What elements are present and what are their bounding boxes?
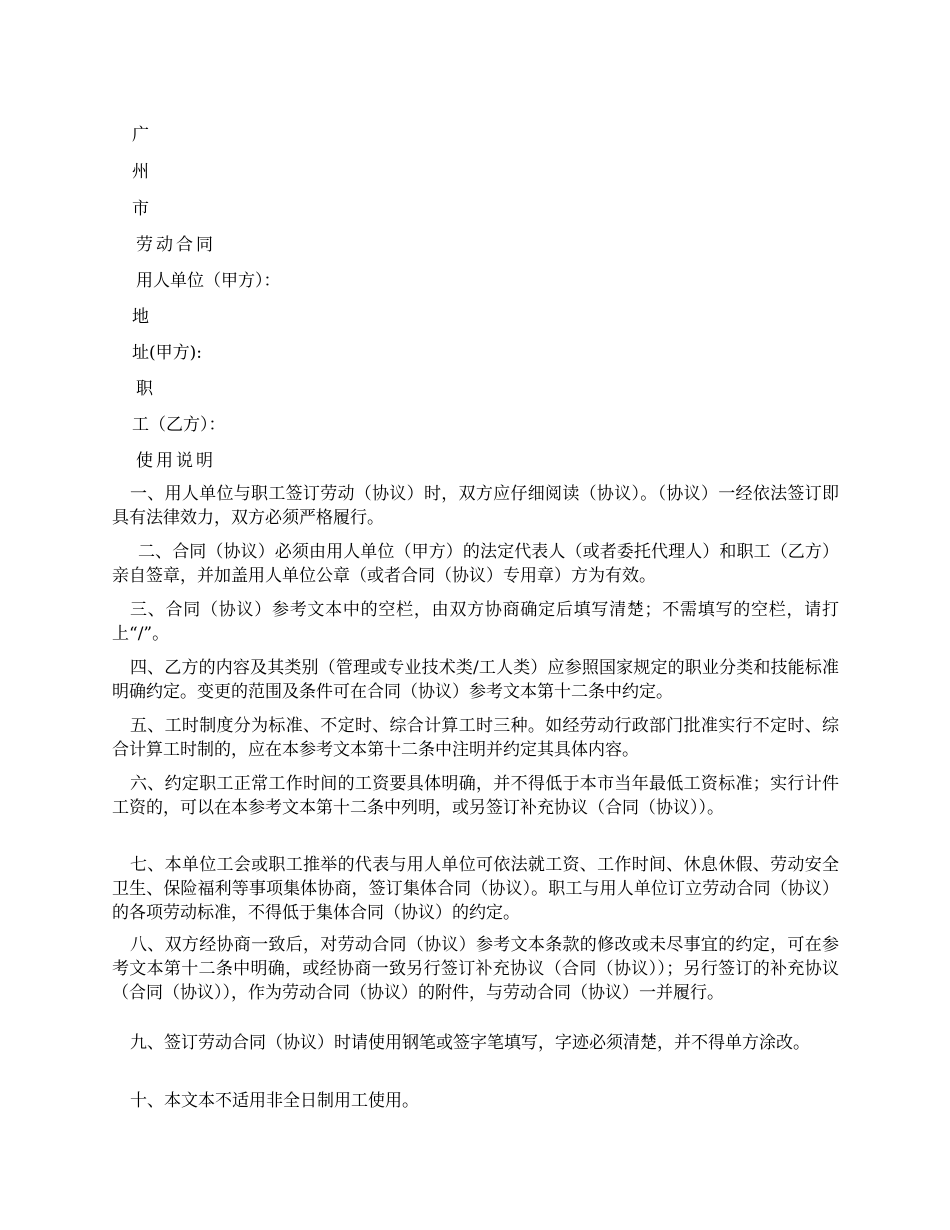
city-char-3: 市 <box>132 199 149 219</box>
contract-title: 劳动合同 <box>136 235 216 255</box>
instruction-item-10: 十、本文本不适用非全日制用工使用。 <box>130 1091 419 1111</box>
address-label-part-1: 地 <box>132 307 149 327</box>
city-char-1: 广 <box>132 125 149 145</box>
city-char-2: 州 <box>132 162 149 182</box>
instruction-item-7: 七、本单位工会或职工推举的代表与用人单位可依法就工资、工作时间、休息休假、劳动安全卫生、保险福利等事项集体协商，签订集体合同（协议）。职工与用人单位订立劳动合同（协议）的各项劳动标准，不得低于集体合同（协议）的约定。 <box>112 855 839 923</box>
address-label-part-2: 址(甲方): <box>132 343 202 363</box>
instruction-item-2: 二、合同（协议）必须由用人单位（甲方）的法定代表人（或者委托代理人）和职工（乙方）亲自签章，并加盖用人单位公章（或者合同（协议）专用章）方为有效。 <box>112 542 839 586</box>
instruction-item-8: 八、双方经协商一致后，对劳动合同（协议）参考文本条款的修改或未尽事宜的约定，可在参考文本第十二条中明确，或经协商一致另行签订补充协议（合同（协议））；另行签订的补充协议（合同（协议）），作为劳动合同（协议）的附件，与劳动合同（协议）一并履行。 <box>112 935 839 1003</box>
instruction-item-9: 九、签订劳动合同（协议）时请使用钢笔或签字笔填写，字迹必须清楚，并不得单方涂改。 <box>130 1033 810 1053</box>
instruction-item-4: 四、乙方的内容及其类别（管理或专业技术类/工人类）应参照国家规定的职业分类和技能标准明确约定。变更的范围及条件可在合同（协议）参考文本第十二条中约定。 <box>112 658 839 702</box>
instruction-item-5: 五、工时制度分为标准、不定时、综合计算工时三种。如经劳动行政部门批准实行不定时、综合计算工时制的，应在本参考文本第十二条中注明并约定其具体内容。 <box>112 716 839 760</box>
instruction-item-1: 一、用人单位与职工签订劳动（协议）时，双方应仔细阅读（协议）。（协议）一经依法签订即具有法律效力，双方必须严格履行。 <box>112 484 839 528</box>
employee-label-part-1: 职 <box>136 379 153 399</box>
instruction-item-6: 六、约定职工正常工作时间的工资要具体明确，并不得低于本市当年最低工资标准；实行计件工资的，可以在本参考文本第十二条中列明，或另签订补充协议（合同（协议））。 <box>112 774 839 818</box>
instructions-heading: 使用说明 <box>136 451 216 471</box>
employer-label: 用人单位（甲方）： <box>136 271 281 291</box>
instruction-item-3: 三、合同（协议）参考文本中的空栏，由双方协商确定后填写清楚；不需填写的空栏，请打上“/”。 <box>112 600 839 644</box>
employee-label-part-2: 工（乙方）： <box>132 415 226 435</box>
